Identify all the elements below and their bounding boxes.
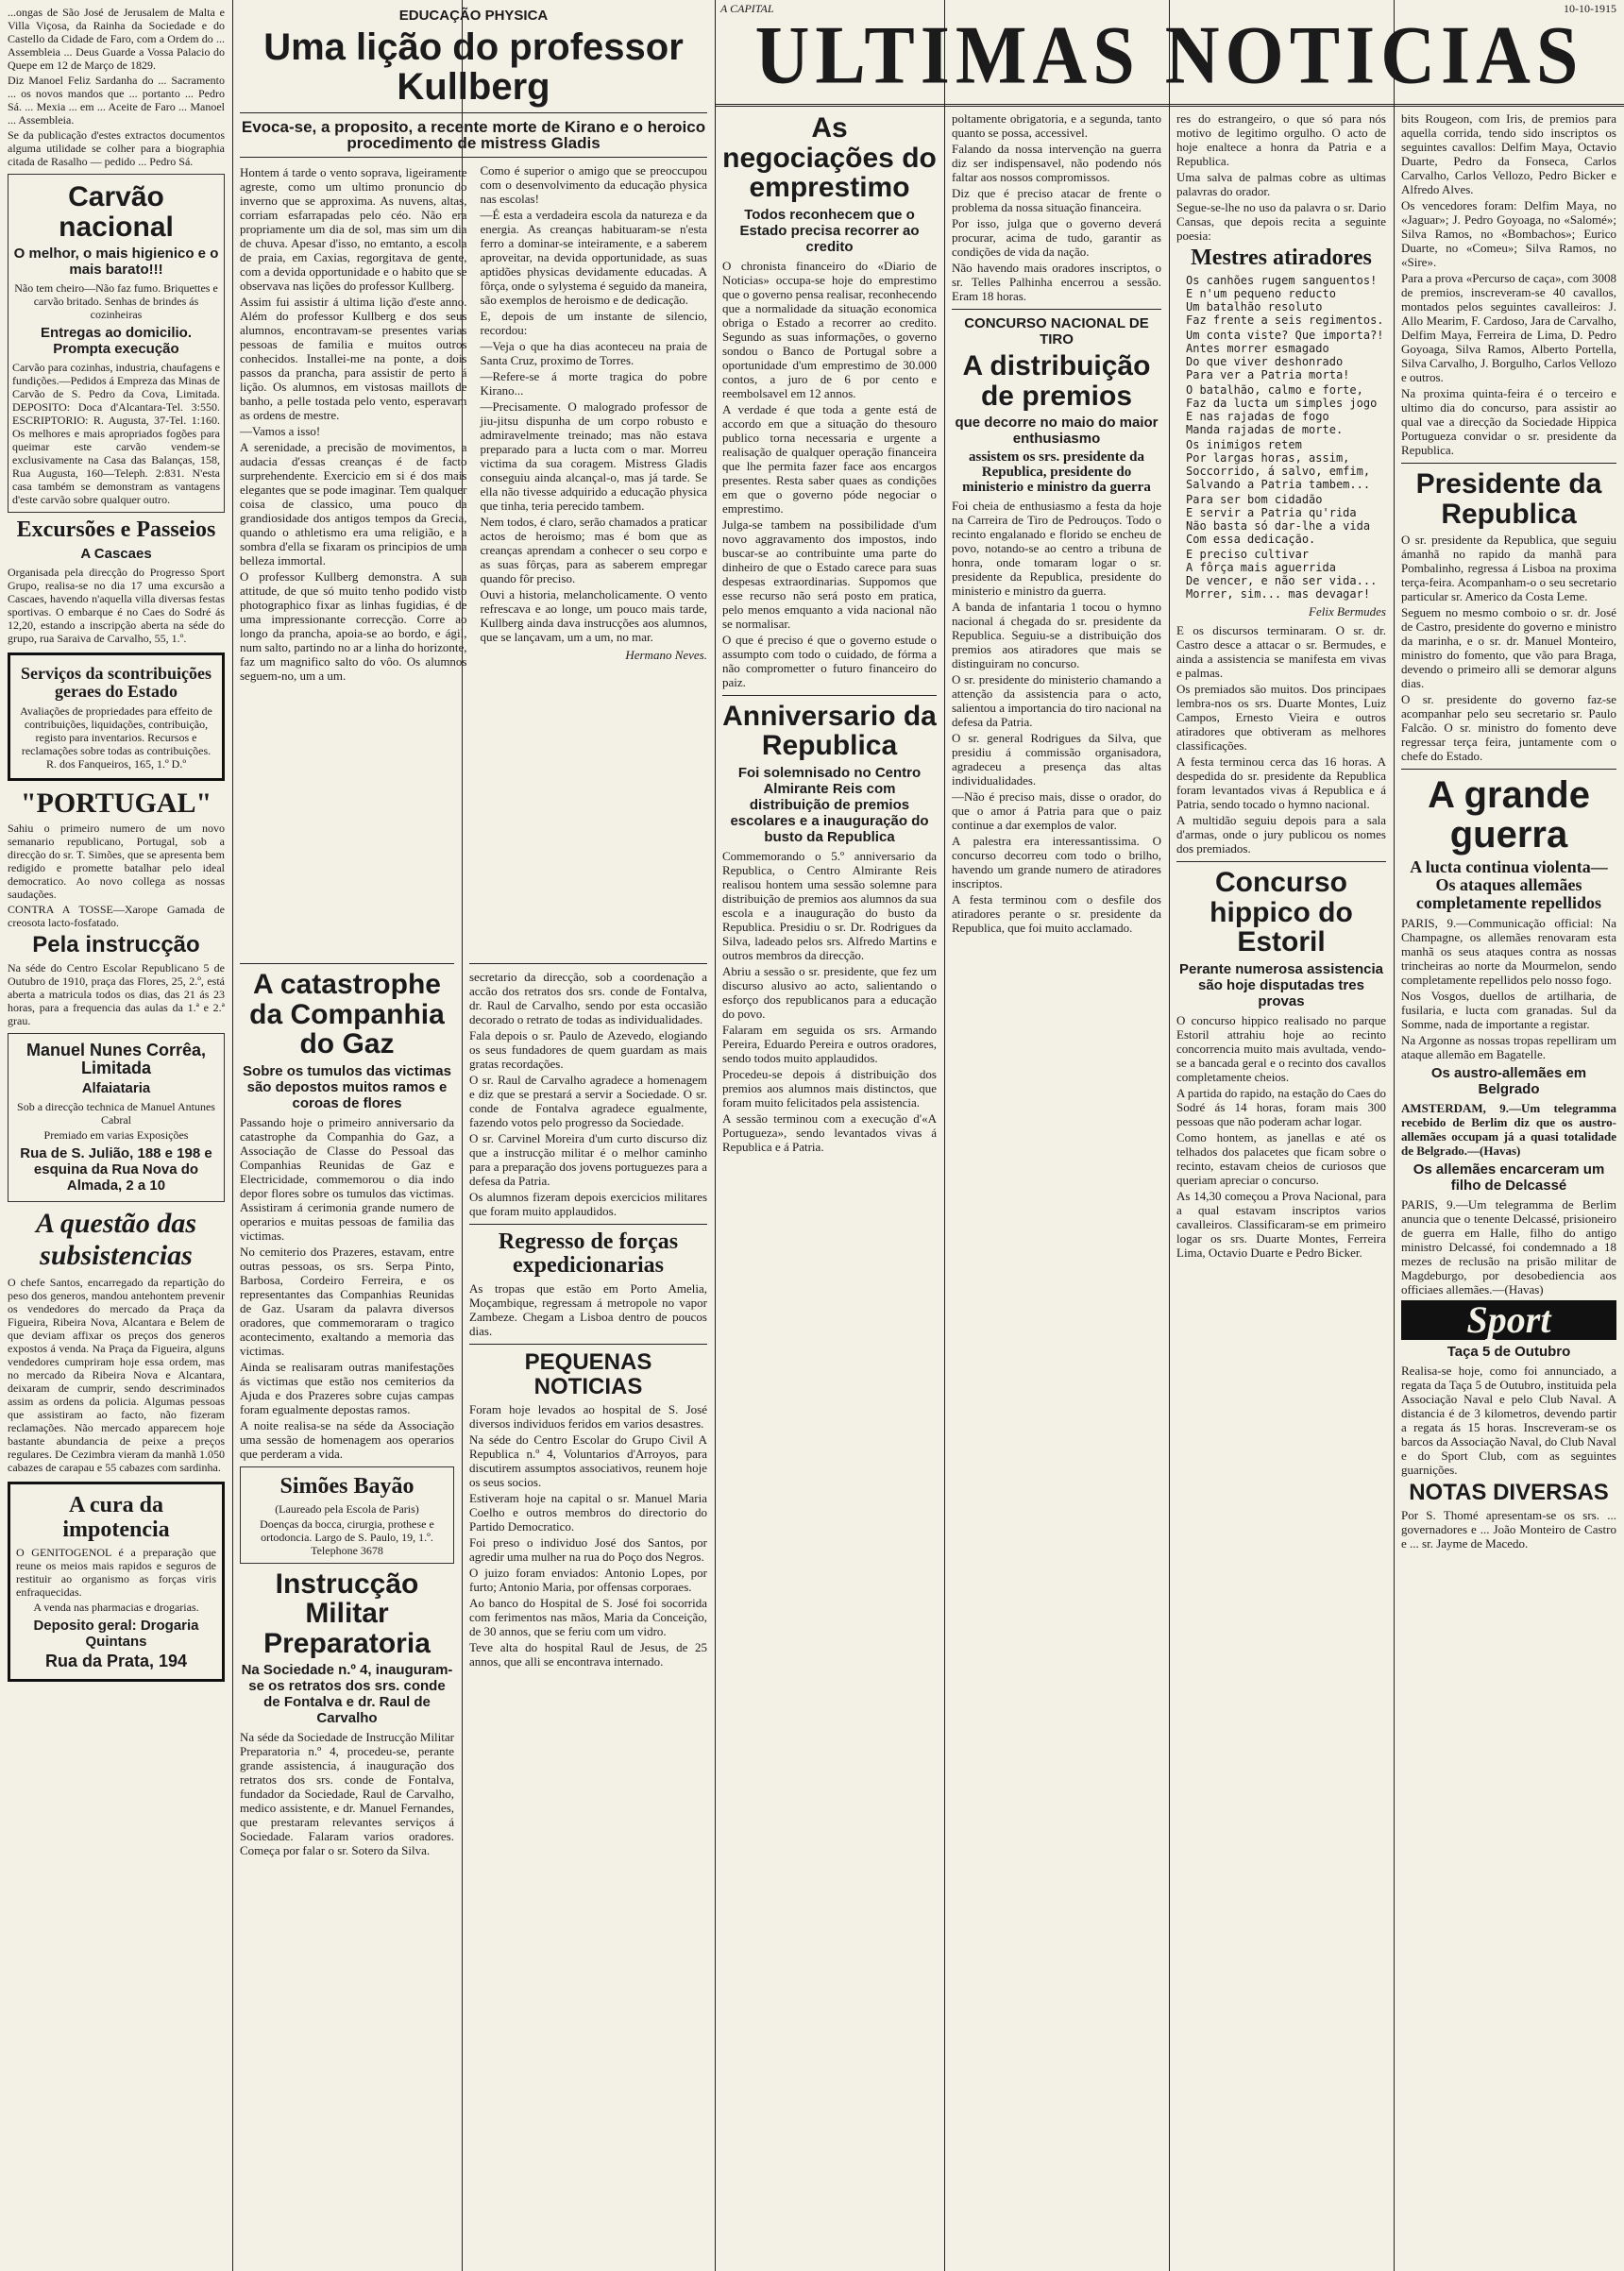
masthead-paper-name: A CAPITAL — [720, 2, 774, 15]
taca-text: Realisa-se hoje, como foi annunciado, a regata da Taça 5 de Outubro, instituida pela Associação Naval e pelo Club Naval. A distancia é de 3 kilometros, devendo partir a regata ás 15 horas. Inscreveram-se os barcos da Associação Naval, do Club Naval e do Sport Club, com as seguintes guarnições. — [1401, 1363, 1616, 1477]
notas-title: NOTAS DIVERSAS — [1409, 1479, 1609, 1505]
text-block: ...ongas de São José de Jerusalem de Malta e Villa Viçosa, da Rainha da Sociedade e do Castello da Cidade de Faro, com a Ordem do ... Assembleia ... Deus Guarde a Vossa Palacio do Quepe em 12 de Março de 1829. — [8, 6, 225, 72]
hippico-paragraph: As 14,30 começou a Prova Nacional, para a qual estavam inscriptos varios cavalleiros. Classificaram-se em primeiro logar os srs. Duarte Montes, Ferreira Lima, Octavio Duarte e Pedro Bicker. — [1176, 1188, 1386, 1260]
excursoes-title: Excursões e Passeios — [16, 517, 216, 542]
gaz-paragraph: A noite realisa-se na séde da Associação uma sessão de homenagem aos operarios que perderam a vida. — [240, 1417, 454, 1461]
simoes-ad — [240, 1466, 454, 1564]
masthead-title: ULTIMAS NOTICIAS — [754, 9, 1584, 102]
column-5 — [944, 106, 1169, 2271]
pequenas-item: Teve alta do hospital Raul de Jesus, de 25 annos, que alli se encontrava internado. — [469, 1639, 707, 1669]
impotencia-ad — [8, 1482, 225, 1681]
manuel-title: Manuel Nunes Corrêa, Limitada — [25, 1040, 207, 1077]
questao-title: A questão das subsistencias — [35, 1208, 197, 1272]
portugal-ad: CONTRA A TOSSE—Xarope Gamada de creosota lacto-fosfatado. — [8, 903, 225, 930]
manuel-subtitle: Alfaiataria — [81, 1080, 151, 1097]
tiro-paragraph: —Não é preciso mais, disse o orador, do que o amor á Patria para que o paiz continue a dar exemplos de valor. — [952, 789, 1161, 833]
taca-title: Taça 5 de Outubro — [1446, 1343, 1571, 1360]
poem-stanza: Um conta viste? Que importa?! Antes morrer esmagado Do que viver deshonrado Para ver a Patria morta! — [1186, 329, 1384, 382]
tiro-paragraph: Foi cheia de enthusiasmo a festa da hoje na Carreira de Tiro de Pedrouços. Todo o recinto engalanado e florido se encheu de povo, notando-se ao centro a tribuna de honra, onde tomaram logar o sr. presidente da Republica, presidente do ministerio e ministro da guerra. — [952, 499, 1161, 599]
instrucao-text: Na séde do Centro Escolar Republicano 5 de Outubro de 1910, praça das Flores, 25, 2.º, está aberta a matricula todos os dias, das 21 ás 23 horas, para a frequencia das aulas da 1.ª e 2.ª grau. — [8, 960, 225, 1027]
hippico-paragraph: Como hontem, as janellas e até os telhados dos palacetes que ficam sobre o recinto, estavam cheios de curiosos que queriam apreciar o concurso. — [1176, 1129, 1386, 1187]
tiro-title: A distribuição de premios — [962, 350, 1151, 412]
instrucao-title: Pela instrucção — [32, 932, 200, 958]
carvao-delivery: Entregas ao domicilio. Prompta execução — [40, 325, 193, 357]
kullberg-kicker: EDUCAÇÃO PHYSICA — [398, 8, 549, 24]
mestres-title: Mestres atiradores — [1191, 246, 1372, 270]
kullberg-paragraph: Nem todos, é claro, serão chamados a praticar actos de heroismo; mas é bom que as creanças aprendam a conhecer o seu corpo e as suas fôrças, para as saberem empregar quando fôr preciso. — [480, 515, 707, 585]
text-block: res do estrangeiro, o que só para nós motivo de legitimo orgulho. O acto de hoje enaltece a honra da Patria e a Republica. — [1176, 111, 1386, 168]
text-block: Fala depois o sr. Paulo de Azevedo, elogiando os seus fundadores de quem guardam as mais gratas recordações. — [469, 1028, 707, 1071]
carvao-ad — [8, 174, 225, 513]
aniv-paragraph: A sessão terminou com a execução d'«A Portugueza», sendo levantados vivas á Republica e á Patria. — [722, 1110, 937, 1154]
column-6 — [1169, 106, 1394, 2271]
pequenas-item: Foi preso o individuo José dos Santos, por agredir uma mulher na rua do Poço dos Negros. — [469, 1534, 707, 1564]
tiro-subtitle-1: que decorre no maio do maior enthusiasmo — [955, 415, 1159, 447]
kullberg-paragraph: A serenidade, a precisão de movimentos, a audacia d'essas creanças é de facto surprehendente. Exercicio em si é dos mais elegantes que se pode imaginar. Tem qualquer coisa de classico, uma pouco da grandiosidade dos antigos tempos da Grecia, quando o athletismo era uma religião, e a sombra d'ella se fixaram os principios de uma belleza immortal. — [240, 440, 467, 568]
text-block: Segue-se-lhe no uso da palavra o sr. Dario Cansas, que depois recita a seguinte poesia: — [1176, 200, 1386, 243]
pres-paragraph: Seguem no mesmo comboio o sr. dr. José de Castro, presidente do governo e ministro da marinha, e o sr. dr. Manuel Monteiro, ministro do fomento, que vão para Braga, devendo o primeiro alli se demorar alguns dias. — [1401, 605, 1616, 690]
manuel-text: Premiado em varias Exposições — [43, 1128, 189, 1143]
portugal-text: Sahiu o primeiro numero de um novo semanario republicano, Portugal, sob a direcção do sr. T. Simões, que se apresenta bem redigido e promette batalhar pelo ideal democratico. Ao novo collega as nossas saudações. — [8, 822, 225, 902]
hippico-subtitle: Perante numerosa assistencia são hoje disputadas tres provas — [1179, 960, 1383, 1009]
text-block: Não havendo mais oradores inscriptos, o sr. Telles Palhinha encerrou a sessão. Eram 18 horas. — [952, 261, 1161, 303]
guerra-paragraph: Nos Vosgos, duellos de artilharia, de fusilaria, e lucta com granadas. Sul da Somme, nada de importante a registar. — [1401, 988, 1616, 1031]
negoc-title: As negociações do emprestimo — [722, 112, 937, 203]
tiro-subtitle-2: assistem os srs. presidente da Republica, presidente do ministerio e ministro da guerra — [962, 449, 1151, 495]
column-7 — [1394, 106, 1624, 2271]
gaz-paragraph: Passando hoje o primeiro anniversario da catastrophe da Companhia do Gaz, a Associação de Classe do Pessoal das Companhias Reunidas de Gaz e Electricidade, commemorou o dia indo depor flores sobre os tumulos das victimas. Assistiram á cerimonia grande numero de operarios e muitas pessoas de familia das victimas. — [240, 1114, 454, 1243]
kullberg-paragraph: Ouvi a historia, melancholicamente. O vento refrescava e ao longe, um pouco mais tarde, Kullberg ainda dava instrucções aos alumnos, que se lançavam, um a um, no mar. — [480, 587, 707, 644]
text-block: Uma salva de palmas cobre as ultimas palavras do orador. — [1176, 170, 1386, 198]
kullberg-paragraph: Hontem á tarde o vento soprava, ligeiramente agreste, como um ultimo pronuncio do inverno que se approxima. As nuvens, altas, corriam esfarrapadas pelo céo. Não era propriamente um dia de sol, mas sim um dia de chuva. Apesar d'isso, no emtanto, a escola de praia, em Caxias, regorgitava de gente, com a devida opportunidade e o habito que se observava nas lições do professor Kullberg. — [240, 165, 467, 293]
column-3-lower — [462, 954, 715, 2271]
text-block: O sr. Raul de Carvalho agradece a homenagem e diz que se prestará a servir a Sociedade. O sr. conde de Fontalva agradece egualmente, fazendo votos pelo progresso da Sociedade. — [469, 1073, 707, 1129]
hippico-title: Concurso hippico do Estoril — [1210, 867, 1353, 958]
carvao-text: Não tem cheiro—Não faz fumo. Briquettes e carvão britado. Senhas de brindes ás cozinheiras — [14, 281, 218, 321]
column-1 — [0, 0, 232, 2271]
text-block: Se da publicação d'estes extractos documentos alguma utilidade se colher para a biographia citada de Rasalho — pedido ... Pedro Sá. — [8, 128, 225, 168]
simoes-subtitle: (Laureado pela Escola de Paris) — [275, 1501, 419, 1516]
hippico-paragraph: O concurso hippico realisado no parque Estoril attrahiu hoje ao recinto concorrencia muito mais avultada, vendo-se a bancada geral e o recinto dos cavallos completamente cheios. — [1176, 1012, 1386, 1084]
column-2-lower — [232, 954, 462, 2271]
text-block: bits Rougeon, com Iris, de premios para aquella corrida, tendo sido inscriptos os seguintes cavallos: Delfim Maya, Octavio Duarte, Pedro da Fonseca, Carlos Carvalho, Carlos Vellozo, Pedro Bicker e Alfredo Alves. — [1401, 111, 1616, 196]
kullberg-paragraph: —Precisamente. O malogrado professor de jiu-jitsu dispunha de um corpo robusto e admiravelmente treinado; mas não estava preparado para a lucta com o mar. Morreu victima da sua coragem. Mistress Gladis conseguiu ainda alcançal-o, mas já tarde. Se ella não tivesse adquirido a educação physica que tinha, teria perecido tambem. — [480, 399, 707, 513]
negoc-paragraph: O chronista financeiro do «Diario de Noticias» occupa-se hoje do emprestimo que o governo pensa realisar, reconhecendo que a normalidade da situação economica obriga o Estado a recorrer ao credito. Segundo as suas informações, o governo sondou o Banco de Portugal sobre a oportunidade d'um emprestimo de 30.000 contos, a juro de 6 por cento e reembolsavel em 12 annos. — [722, 258, 937, 400]
masthead — [715, 0, 1624, 107]
belgrado-title: Os austro-allemães em Belgrado — [1430, 1064, 1587, 1097]
manuel-ad — [8, 1033, 225, 1203]
kullberg-subtitle: Evoca-se, a proposito, a recente morte de Kirano e o heroico procedimento de mistress Gladis — [241, 118, 706, 152]
text-block: Diz que é preciso atacar de frente o problema da nossa situação financeira. — [952, 186, 1161, 214]
belgrado-text: AMSTERDAM, 9.—Um telegramma recebido de Berlim diz que os austro-allemães occupam já a quasi totalidade de Belgrado.—(Havas) — [1401, 1100, 1616, 1158]
text-block: secretario da direcção, sob a coordenação a accão dos retratos dos srs. conde de Fontalva, dr. Raul de Carvalho, sendo por esta occasião decorado o retrato de todas as individualidades. — [469, 970, 707, 1026]
notas-text: Por S. Thomé apresentam-se os srs. ... governadores e ... João Monteiro de Castro e ... sr. Jayme de Macedo. — [1401, 1507, 1616, 1551]
kullberg-paragraph: Como é superior o amigo que se preoccupou com o desenvolvimento da educação physica nas escolas! — [480, 163, 707, 206]
tiro-kicker: CONCURSO NACIONAL DE TIRO — [964, 315, 1149, 347]
negoc-paragraph: O que é preciso é que o governo estude o assumpto com todo o cuidado, de fórma a não comprometter o futuro financeiro do paiz. — [722, 632, 937, 689]
tiro-paragraph: A banda de infantaria 1 tocou o hymno nacional á chegada do sr. presidente da Republica. Seguiu-se a distribuição dos premios aos atiradores que mais se distinguiram no concurso. — [952, 600, 1161, 671]
servicos-title: Serviços da scontribuições geraes do Estado — [21, 664, 211, 702]
poem-signature: Felix Bermudes — [1309, 604, 1386, 619]
pres-paragraph: O sr. presidente do governo faz-se acompanhar pelo seu secretario sr. Paulo Falcão. O sr. ministro do fomento deve regressar terça feira, juntamente com o chefe do Estado. — [1401, 692, 1616, 763]
portugal-title: "PORTUGAL" — [20, 787, 212, 819]
kullberg-paragraph: O professor Kullberg demonstra. A sua attitude, de que só muito tenho podido visto photographico fixar as linhas fugidias, é de uma impressionante correcção. Corre ao longo da prancha, apoia-se ao bordo, e ágil, num salto, partindo no ar a linha do horizonte, faz um magnifico salto do vôo. Os alumnos seguem-no, um a um. — [240, 569, 467, 683]
kullberg-paragraph: E, depois de um instante de silencio, recordou: — [480, 309, 707, 337]
kullberg-paragraph: —Vamos a isso! — [240, 424, 321, 438]
carvao-title: Carvão nacional — [59, 181, 174, 243]
carvao-text-2: Carvão para cozinhas, industria, chaufagens e fundições.—Pedidos á Empreza das Minas de Carvão de S. Pedro da Cova, Limitada. DEPOSITO: Doca d'Alcantara-Tel. 3:550. ESCRIPTORIO: R. Augusta, 37-Tel. 1:160. Os melhores e mais apropriados fogões para queimar este carvão vendem-se exclusivamente na Casa das Balanças, 158, Rua Augusta, 160—Teleph. 2:831. N'esta casa também se demonstram as vantagens d'este carvão sobre qualquer outro. — [12, 361, 220, 506]
negoc-subtitle: Todos reconhecem que o Estado precisa recorrer ao credito — [739, 206, 920, 255]
aniv-paragraph: Abriu a sessão o sr. presidente, que fez um discurso alusivo ao acto, salientando o esforço dos republicanos para a educação do povo. — [722, 963, 937, 1021]
deposito-address: Rua da Prata, 194 — [44, 1651, 188, 1670]
guerra-subtitle: A lucta continua violenta—Os ataques allemães completamente repellidos — [1410, 857, 1608, 912]
text-block: Na proxima quinta-feira é o terceiro e ultimo dia do concurso, para assistir ao qual vae a direcção da Sociedade Hippica Portugueza convidar o sr. presidente da Republica. — [1401, 386, 1616, 457]
kullberg-paragraph: Assim fui assistir á ultima lição d'este anno. Além do professor Kullberg e dos seus alumnos, encontravam-se presentes varias pessoas de familia e muitos outros conhecidos. Installei-me na ponte, a dois passos da prancha, para assistir de perto á lição. Os alumnos, em vistosas maillots de banho, a pelle tostada pelo vento, esperavam as ordens de mestre. — [240, 295, 467, 422]
sport-title: Sport — [1401, 1300, 1616, 1340]
deposito-label: Deposito geral: Drogaria Quintans — [33, 1617, 199, 1650]
guerra-paragraph: Na Argonne as nossas tropas repelliram um ataque allemão em Bagatelle. — [1401, 1032, 1616, 1061]
guerra-paragraph: PARIS, 9.—Communicação official: Na Champagne, os allemães renovaram esta manhã os seus ataques contra as nossas trincheiras ao norte da Mourmelon, sendo completamente repellidos pelo nosso fogo. — [1401, 915, 1616, 987]
kullberg-title: Uma lição do professor Kullberg — [263, 26, 684, 108]
text-block: O sr. Carvinel Moreira d'um curto discurso diz que a instrucção militar é o melhor caminho para a preparação dos jovens portuguezes para a defesa da Patria. — [469, 1131, 707, 1188]
text-block: A festa terminou cerca das 16 horas. A despedida do sr. presidente da Republica foram levantados vivas á Republica e á Patria, sendo tocado o hymno nacional. — [1176, 754, 1386, 812]
excursoes-subtitle: A Cascaes — [80, 546, 152, 563]
carvao-subtitle: O melhor, o mais higienico e o mais barato!!! — [13, 246, 219, 278]
regresso-title: Regresso de forças expedicionarias — [498, 1229, 679, 1279]
regresso-text: As tropas que estão em Porto Amelia, Moçambique, regressam á metropole no vapor Zambeze. Chegam a Lisboa dentro de poucos dias. — [469, 1281, 707, 1339]
pres-paragraph: O sr. presidente da Republica, que seguiu ámanhã no rapido da manhã para Pombalinho, regressa á Lisboa na proxima terça-feira. Acompanham-o o seu secretario particular sr. Americo da Costa Leme. — [1401, 533, 1616, 603]
imp-subtitle: Na Sociedade n.º 4, inauguram-se os retratos dos srs. conde de Fontalva e dr. Raul de Carvalho — [241, 1662, 453, 1727]
text-block: Os alumnos fizeram depois exercicios militares que foram muito applaudidos. — [469, 1190, 707, 1218]
guerra-title: A grande guerra — [1428, 774, 1590, 856]
aniv-paragraph: Falaram em seguida os srs. Armando Pereira, Eduardo Pereira e outros oradores, sendo todos muito applaudidos. — [722, 1022, 937, 1065]
questao-text: O chefe Santos, encarregado da repartição do peso dos generos, mandou antehontem prevenir os vendedores do mercado da Praça da Figueira, Ribeira Nova, Alcantara e Belem de que deviam affixar os preços dos generos expostos á venda. Na Praça da Figueira, alguns vendedores cumpriram hoje essa ordem, mas no mercado da Ribeira Nova e Alcantara, deixaram de cumprir, sendo descriminados assim as ordens da policia. Algumas pessoas que assistiram ao facto, não fizeram reclamações. Não mercado apparecem hoje bastante abundancia de peixe a preços regulares. De Cezimbra vieram da manhã 1.050 cabazes de carapau e 55 cabazes com sardinha. — [8, 1276, 225, 1475]
text-block: Por isso, julga que o governo deverá procurar, acima de tudo, garantir as condições de vida da nação. — [952, 216, 1161, 259]
excursoes-text: Organisada pela direcção do Progresso Sport Grupo, realisa-se no dia 17 uma excursão a Cascaes, havendo n'aquella villa diversas festas sportivas. O embarque é no Caes do Sodré ás 12,20, estando a inscripção aberta na séde do grupo, rua Saraiva de Carvalho, 55, 1.º. — [8, 566, 225, 646]
pequenas-title: PEQUENAS NOTICIAS — [524, 1349, 652, 1399]
text-block: Os vencedores foram: Delfim Maya, no «Jaguar»; J. Pedro Goyoaga, no «Salomé»; Silva Ramos, no «Bombachos»; Eurico Duarte, no «Comeu»; Silva Ramos, no «Sire». — [1401, 198, 1616, 269]
servicos-text: Avaliações de propriedades para effeito de contribuições, liquidações, contribuição, registo para inventarios. Recursos e reclamações sobre todas as contribuições. R. dos Fanqueiros, 165, 1.º D.º — [20, 703, 212, 771]
kullberg-paragraph: —É esta a verdadeira escola da natureza e da energia. As creanças habituaram-se n'esta ferro a dominar-se inteiramente, e a saberem aproveitar, na devida opportunidade, as suas aptidões physicas devidamente educadas. A fôrça, onde o sylystema é seguido da maneira, são exemplos de heroismo e de dedicação. — [480, 208, 707, 307]
kullberg-paragraph: —Refere-se á morte tragica do pobre Kirano... — [480, 369, 707, 398]
gaz-paragraph: No cemiterio dos Prazeres, estavam, entre outras pessoas, os srs. Serpa Pinto, Barbosa, Cordeiro Ferreira, e os representantes das Companhias Reunidas de Gaz. Usaram da palavra diversos oradores, que commemoraram o tragico acontecimento, exaltando a memoria das victimas. — [240, 1244, 454, 1358]
poem-stanza: Para ser bom cidadão E servir a Patria qu'rida Não basta só dar-lhe a vida Com essa dedicação. — [1186, 493, 1371, 547]
tiro-paragraph: O sr. presidente do ministerio chamando a attenção da assistencia para o acto, salientou a importancia do tiro nacional na defesa da Patria. — [952, 672, 1161, 730]
impotencia-title: A cura da impotencia — [62, 1493, 170, 1542]
imp-title: Instrucção Militar Preparatoria — [263, 1568, 431, 1659]
masthead-date: 10-10-1915 — [1564, 2, 1616, 15]
poem-stanza: Os inimigos retem Por largas horas, assim, Soccorrido, á salvo, emfim, Salvando a Patria tambem... — [1186, 438, 1371, 492]
gaz-subtitle: Sobre os tumulos das victimas são depostos muitos ramos e coroas de flores — [243, 1062, 451, 1111]
impotencia-subtitle: A venda nas pharmacias e drogarias. — [33, 1600, 199, 1614]
servicos-ad — [8, 652, 225, 781]
poem-stanza: O batalhão, calmo e forte, Faz da lucta um simples jogo E nas rajadas de fogo Manda rajadas de morte. — [1186, 383, 1378, 437]
negoc-paragraph: A verdade é que toda a gente está de accordo em que a situação do thesouro publico torna necessaria e urgente a realisação de qualquer operação financeira que lhe permita fazer face aos encargos presentes. Resta saber quaes as condições em que o governo póde negociar o emprestimo. — [722, 401, 937, 516]
text-block: Falando da nossa intervenção na guerra diz ser indispensavel, não podendo nós faltar aos nossos compromissos. — [952, 142, 1161, 184]
kullberg-article — [232, 0, 715, 954]
delcasse-text: PARIS, 9.—Um telegramma de Berlim anuncia que o tenente Delcassé, prisioneiro de guerra em Halle, filho do antigo ministro Delcassé, foi condemnado a 18 mezes de reclusão na prisão militar de Magdeburgo, por desobediencia aos officiaes allemães.—(Havas) — [1401, 1196, 1616, 1297]
tiro-paragraph: A palestra era interessantissima. O concurso decorreu com todo o brilho, havendo um grande numero de atiradores inscriptos. — [952, 834, 1161, 891]
pres-title: Presidente da Republica — [1415, 468, 1602, 530]
hippico-paragraph: A partida do rapido, na estação do Caes do Sodré ás 14 horas, foram mais 300 pessoas que não poderam achar logar. — [1176, 1085, 1387, 1128]
text-block: E os discursos terminaram. O sr. dr. Castro desce a attacar o sr. Bermudes, e ainda a assistencia se manifesta em vivas e palmas. — [1176, 623, 1386, 681]
tiro-paragraph: O sr. general Rodrigues da Silva, que presidiu á commissão organisadora, agradeceu a presença das altas individualidades. — [952, 731, 1161, 788]
imp-text: Na séde da Sociedade de Instrucção Militar Preparatoria n.º 4, procedeu-se, perante grande assistencia, á inauguração dos retratos dos srs. conde de Fontalva, fundador da Sociedade, Raul de Carvalho, medico assistente, e dr. Manuel Fernandes, que prestaram relevantes serviços á Sociedade. Falaram varios oradores. Começa por falar o sr. Sotero da Silva. — [240, 1730, 454, 1858]
pequenas-item: O juizo foram enviados: Antonio Lopes, por furto; Antonio Maria, por offensas corporaes. — [469, 1565, 707, 1594]
poem-stanza: E preciso cultivar A fôrça mais aguerrida De vencer, e não ser vida... Morrer, sim... mas devagar! — [1186, 548, 1378, 602]
simoes-text: Doenças da bocca, cirurgia, prothese e ortodoncia. Largo de S. Paulo, 19, 1.º. Telephone 3678 — [260, 1517, 434, 1557]
kullberg-paragraph: —Veja o que ha dias aconteceu na praia de Santa Cruz, proximo de Torres. — [480, 339, 707, 367]
pequenas-item: Foram hoje levados ao hospital de S. José diversos individuos feridos em varios desastres. — [469, 1401, 707, 1431]
impotencia-text: O GENITOGENOL é a preparação que reune os meios mais rapidos e seguros de restituir ao organismo as forças viris enfraquecidas. — [16, 1545, 216, 1599]
tiro-paragraph: A festa terminou com o desfile dos atiradores perante o sr. presidente da Republica, que foi muito acclamado. — [952, 892, 1161, 936]
text-block: Os premiados são muitos. Dos principaes lembra-nos os srs. Duarte Montes, Luiz Campos, Ernesto Vieira e outros atiradores que obtiveram as melhores classificações. — [1176, 682, 1386, 754]
negoc-paragraph: Julga-se tambem na possibilidade d'um novo aggravamento dos impostos, indo buscar-se ao contribuinte uma parte do dinheiro de que o Estado carece para suas despesas extraordinarias. Suppomos que esse recurso não será posto em pratica, pelo menos emquanto a vida nacional não se normalisar. — [722, 517, 937, 631]
pequenas-item: Na séde do Centro Escolar do Grupo Civil A Republica n.º 4, Voluntarios d'Arroyos, para discutirem assumptos associativos, reunem hoje os seus socios. — [469, 1432, 707, 1489]
manuel-direction: Sob a direcção technica de Manuel Antunes Cabral — [17, 1100, 215, 1127]
text-block: poltamente obrigatoria, e a segunda, tanto quanto se possa, accessivel. — [952, 111, 1161, 140]
text-block: Diz Manoel Feliz Sardanha do ... Sacramento ... os novos mandos que ... portanto ... Pedro Sá. ... Mexia ... em ... Aceite de Faro ... Manoel ... Assembleia. — [8, 74, 225, 127]
simoes-title: Simões Bayão — [279, 1473, 414, 1499]
text-block: A multidão seguiu depois para a sala d'armas, onde o jury publicou os nomes dos premiados. — [1176, 813, 1386, 856]
text-block: Para a prova «Percurso de caça», com 3008 de premios, inscreveram-se 40 cavallos, montados pelos seguintes cavalleiros: J. Allo Mearim, F. Cardoso, Jara de Carvalho, Delfim Maya, Ferreira de Lima, D. Pedro Goyoaga, Silva Ramos, Alberto Portella, Silva Carvalho, J. Borgulho, Carlos Vellozo e outros. — [1401, 271, 1616, 384]
pequenas-item: Ao banco do Hospital de S. José foi socorrida com ferimentos nas mãos, Maria da Conceição, de 30 annos, que se feriu com um vidro. — [469, 1595, 707, 1638]
aniv-paragraph: Commemorando o 5.º anniversario da Republica, o Centro Almirante Reis realisou hontem uma sessão solemne para distribuição de premios aos alumnos da sua escola e a inauguração do busto da Republica. Presidiu o sr. Dr. Rodrigues da Silva, ladeado pelos srs. Alfredo Martins e outros membros da direcção. — [722, 848, 937, 962]
delcasse-title: Os allemães encarceram um filho de Delcassé — [1413, 1161, 1605, 1194]
pequenas-item: Estiveram hoje na capital o sr. Manuel Maria Coelho e outros membros do directorio do Partido Democratico. — [469, 1490, 707, 1534]
poem-stanza: Os canhões rugem sanguentos! E n'um pequeno reducto Um batalhão resoluto Faz frente a seis regimentos. — [1186, 274, 1384, 328]
kullberg-signature: Hermano Neves. — [625, 648, 707, 662]
gaz-title: A catastrophe da Companhia do Gaz — [249, 969, 445, 1059]
column-4 — [715, 106, 944, 2271]
aniv-paragraph: Procedeu-se depois á distribuição dos premios aos alumnos mais distinctos, que foram muito felicitados pela assistencia. — [722, 1066, 937, 1110]
manuel-address: Rua de S. Julião, 188 e 198 e esquina da Rua Nova do Almada, 2 a 10 — [20, 1145, 212, 1195]
aniv-subtitle: Foi solemnisado no Centro Almirante Reis com distribuição de premios escolares e a inauguração do busto da Republica — [730, 764, 929, 845]
kullberg-body — [240, 163, 707, 683]
aniv-title: Anniversario da Republica — [722, 700, 937, 761]
gaz-paragraph: Ainda se realisaram outras manifestações ás victimas que estão nos cemiterios da Ajuda e dos Prazeres sobre cujas campas foram egualmente depostas ramos. — [240, 1359, 454, 1416]
